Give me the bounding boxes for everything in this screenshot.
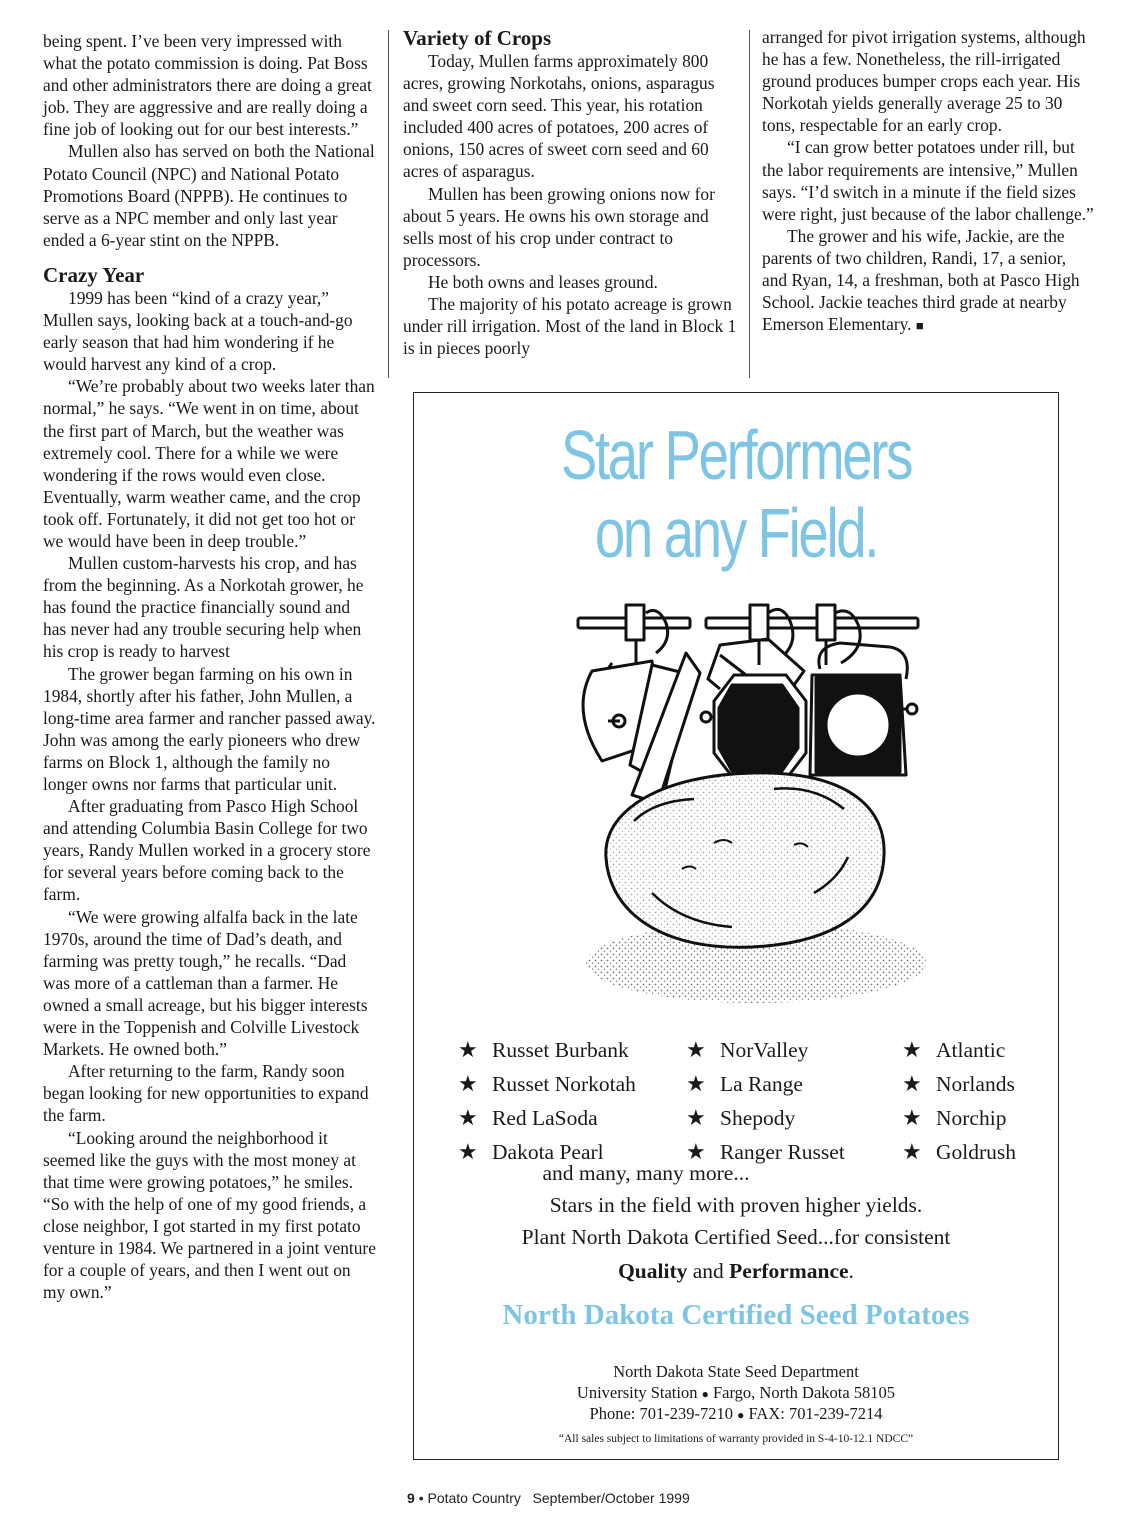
star-icon: ★	[458, 1037, 478, 1062]
publication-name: Potato Country	[427, 1490, 521, 1506]
paragraph: He both owns and leases ground.	[428, 271, 658, 292]
article-column-1	[43, 30, 377, 1303]
advertisement	[413, 392, 1059, 1460]
paragraph: Mullen has been growing onions now for about 5 years. He owns his own storage and sells most of his crop under contract to processors.	[403, 183, 715, 270]
period: .	[848, 1259, 854, 1283]
ad-tagline-1: Stars in the field with proven higher yields.	[549, 1193, 923, 1217]
quality-word: Quality	[618, 1259, 688, 1283]
paragraph: being spent. I’ve been very impressed with what the potato commission is doing. Pat Boss and other administrators there are doing a great job. They are aggressive and are really doing a fine job of looking out for our best interests.”	[43, 31, 372, 140]
section-heading-crazy-year: Crazy Year	[43, 262, 145, 287]
bullet-icon: ●	[737, 1408, 745, 1422]
article-column-2	[403, 26, 741, 359]
footer-separator: •	[418, 1490, 424, 1506]
star-icon: ★	[902, 1105, 922, 1130]
ad-disclaimer: “All sales subject to limitations of warranty provided in S-4-10-12.1 NDCC”	[558, 1433, 914, 1445]
ad-tagline-2: Plant North Dakota Certified Seed...for consistent	[521, 1225, 951, 1249]
star-icon: ★	[902, 1071, 922, 1096]
list-item	[686, 1067, 845, 1101]
variety-name: NorValley	[720, 1038, 809, 1062]
variety-name: Norchip	[936, 1106, 1007, 1130]
bullet-icon: ●	[701, 1387, 709, 1401]
variety-name: Atlantic	[936, 1038, 1006, 1062]
paragraph: The grower began farming on his own in 1984, shortly after his father, John Mullen, a long-time area farmer and rancher passed away. John was among the early pioneers who drew farms on Block 1, although the family no longer owns nor farms that particular unit.	[43, 663, 376, 794]
paragraph: “We’re probably about two weeks later than normal,” he says. “We went in on time, about the first part of March, but the weather was extremely cool. There for a while we were wondering if the rows would even close. Eventually, warm weather came, and the crop took off. Fortunately, it did not get too hot or we would have been in deep trouble.”	[43, 376, 375, 551]
fax-number: FAX: 701-239-7214	[748, 1404, 883, 1423]
paragraph: Today, Mullen farms approximately 800 acres, growing Norkotahs, onions, asparagus and sweet corn seed. This year, his rotation included 400 acres of potatoes, 200 acres of onions, 150 acres of sweet corn seed and 60 acres of asparagus.	[403, 51, 715, 182]
variety-name: Russet Burbank	[492, 1038, 629, 1062]
star-icon: ★	[902, 1037, 922, 1062]
paragraph: 1999 has been “kind of a crazy year,” Mullen says, looking back at a touch-and-go early season that had him wondering if he would harvest any kind of a crop.	[43, 287, 353, 375]
section-heading-variety-of-crops: Variety of Crops	[403, 26, 552, 50]
list-item	[686, 1101, 845, 1135]
paragraph	[762, 225, 1094, 337]
issue-date: September/October 1999	[532, 1490, 690, 1506]
variety-name: Dakota Pearl	[492, 1140, 604, 1164]
variety-name: La Range	[720, 1072, 803, 1096]
star-icon: ★	[458, 1105, 478, 1130]
list-item	[458, 1033, 636, 1067]
variety-name: Norlands	[936, 1072, 1015, 1096]
variety-list-col-3	[902, 1033, 1016, 1169]
star-icon: ★	[458, 1071, 478, 1096]
end-mark: ■	[915, 318, 924, 334]
paragraph: After returning to the farm, Randy soon began looking for new opportunities to expand the farm.	[43, 1061, 369, 1126]
column-divider	[388, 30, 389, 378]
star-icon: ★	[686, 1139, 706, 1164]
paragraph: “Looking around the neighborhood it seemed like the guys with the most money at that time were growing potatoes,” he smiles. “So with the help of one of my good friends, a close neighbor, I got started in my first potato venture in 1984. We partnered in a joint venture for a couple of years, and then I went out on my own.”	[43, 1127, 376, 1303]
stage-spotlight-icon	[810, 640, 917, 775]
variety-name: Red LaSoda	[492, 1106, 598, 1130]
ad-address	[414, 1382, 1058, 1405]
list-item	[458, 1101, 636, 1135]
ad-tagline-3	[414, 1259, 1058, 1284]
article-column-3	[762, 26, 1094, 337]
variety-name: Goldrush	[936, 1140, 1017, 1164]
ad-brand-name: North Dakota Certified Seed Potatoes	[502, 1299, 970, 1331]
variety-list-col-2	[686, 1033, 845, 1169]
paragraph: “We were growing alfalfa back in the late 1970s, around the time of Dad’s death, and farming was pretty tough,” he recalls. “Dad was more of a cattleman than a farmer. He owned a small acreage, but his bigger interests were in the Toppenish and Colville Livestock Markets. He owned both.”	[43, 906, 368, 1060]
star-icon: ★	[902, 1139, 922, 1164]
ad-more-varieties: and many, many more...	[542, 1161, 750, 1185]
list-item	[902, 1033, 1016, 1067]
page-number: 9	[407, 1490, 415, 1506]
star-icon: ★	[458, 1139, 478, 1164]
variety-name: Russet Norkotah	[492, 1072, 636, 1096]
phone-number: Phone: 701-239-7210	[589, 1404, 733, 1423]
paragraph: arranged for pivot irrigation systems, although he has a few. Nonetheless, the rill-irrigated ground produces bumper crops each year. His Norkotah yields generally average 25 to 30 tons, respectable for an early crop.	[762, 27, 1086, 136]
list-item	[902, 1067, 1016, 1101]
paragraph-text: The grower and his wife, Jackie, are the parents of two children, Randi, 17, a senior, and Ryan, 14, a freshman, both at Pasco High School. Jackie teaches third grade at nearby Emerson Elementary.	[762, 225, 1080, 335]
star-icon: ★	[686, 1105, 706, 1130]
star-icon: ★	[686, 1037, 706, 1062]
potato-icon	[586, 773, 926, 1003]
address-part: Fargo, North Dakota 58105	[712, 1383, 896, 1402]
stage-spotlight-icon	[583, 640, 700, 803]
star-icon: ★	[686, 1071, 706, 1096]
stage-spotlight-icon	[701, 639, 806, 779]
ad-headline-line-1: Star Performers	[560, 416, 912, 494]
variety-list-col-1	[458, 1033, 636, 1169]
paragraph: After graduating from Pasco High School and attending Columbia Basin College for two years, Randy Mullen worked in a grocery store for several years before coming back to the farm.	[43, 796, 371, 905]
address-part: University Station	[576, 1383, 698, 1402]
ad-contact	[414, 1403, 1058, 1426]
paragraph: “I can grow better potatoes under rill, but the labor requirements are intensive,” Mullen says. “I’d switch in a minute if the field sizes were right, just because of the labor challenge.”	[762, 137, 1094, 224]
ad-department: North Dakota State Seed Department	[613, 1362, 859, 1381]
performance-word: Performance	[729, 1259, 849, 1283]
and-word: and	[692, 1259, 724, 1283]
column-divider	[749, 30, 750, 378]
variety-name: Ranger Russet	[720, 1140, 845, 1164]
paragraph: Mullen custom-harvests his crop, and has from the beginning. As a Norkotah grower, he has found the practice financially sound and has never had any trouble securing help when his crop is ready to harvest	[43, 553, 364, 662]
list-item	[686, 1033, 845, 1067]
list-item	[902, 1101, 1016, 1135]
page-footer	[407, 1490, 690, 1506]
illustration	[414, 593, 1060, 1013]
variety-name: Shepody	[720, 1106, 796, 1130]
paragraph: The majority of his potato acreage is grown under rill irrigation. Most of the land in Block 1 is in pieces poorly	[403, 294, 737, 359]
ad-headline-line-2: on any Field.	[594, 494, 878, 572]
paragraph: Mullen also has served on both the National Potato Council (NPC) and National Potato Promotions Board (NPPB). He continues to serve as a NPC member and only last year ended a 6-year stint on the NPPB.	[43, 141, 375, 250]
list-item	[458, 1067, 636, 1101]
